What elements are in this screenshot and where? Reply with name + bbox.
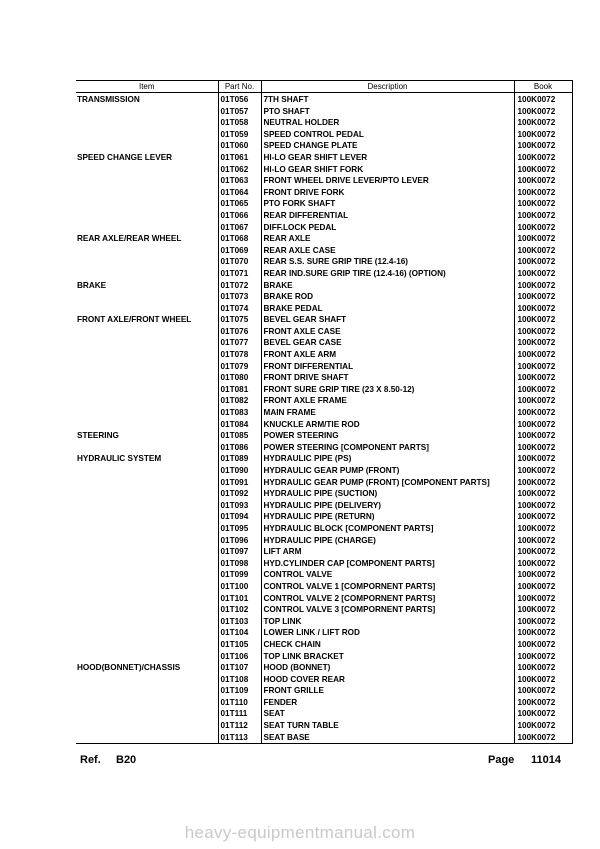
row-book: 100K0072 [514, 222, 572, 234]
row-description: HYDRAULIC PIPE (PS) [261, 453, 514, 465]
row-part-no: 01T077 [218, 337, 261, 349]
row-description: HOOD (BONNET) [261, 662, 514, 674]
row-description: LIFT ARM [261, 546, 514, 558]
table-row [76, 500, 572, 512]
row-part-no: 01T084 [218, 419, 261, 431]
row-description: HYDRAULIC GEAR PUMP (FRONT) [261, 465, 514, 477]
row-part-no: 01T091 [218, 477, 261, 489]
table-row [76, 430, 572, 442]
row-description: HYDRAULIC PIPE (RETURN) [261, 511, 514, 523]
row-description: FENDER [261, 697, 514, 709]
row-description: SPEED CONTROL PEDAL [261, 129, 514, 141]
row-part-no: 01T082 [218, 395, 261, 407]
row-description: BRAKE [261, 280, 514, 292]
row-description: FRONT AXLE FRAME [261, 395, 514, 407]
row-book: 100K0072 [514, 233, 572, 245]
row-part-no: 01T068 [218, 233, 261, 245]
row-book: 100K0072 [514, 314, 572, 326]
table-row [76, 651, 572, 663]
row-part-no: 01T065 [218, 198, 261, 210]
header-part-no: Part No. [218, 81, 261, 93]
row-part-no: 01T097 [218, 546, 261, 558]
row-description: HYDRAULIC PIPE (SUCTION) [261, 488, 514, 500]
table-row [76, 604, 572, 616]
table-row [76, 569, 572, 581]
row-description: LOWER LINK / LIFT ROD [261, 627, 514, 639]
table-row [76, 337, 572, 349]
table-row [76, 314, 572, 326]
row-part-no: 01T078 [218, 349, 261, 361]
table-row [76, 639, 572, 651]
page-footer [76, 754, 572, 770]
row-description: POWER STEERING [261, 430, 514, 442]
row-item [76, 616, 218, 628]
table-row [76, 268, 572, 280]
table-row [76, 372, 572, 384]
row-item [76, 361, 218, 373]
row-description: HYDRAULIC GEAR PUMP (FRONT) [COMPONENT PARTS] [261, 477, 514, 489]
row-item [76, 187, 218, 199]
row-book: 100K0072 [514, 326, 572, 338]
table-row [76, 535, 572, 547]
row-item [76, 198, 218, 210]
row-description: HYDRAULIC PIPE (DELIVERY) [261, 500, 514, 512]
row-item [76, 732, 218, 744]
row-part-no: 01T098 [218, 558, 261, 570]
table-row [76, 407, 572, 419]
table-row [76, 511, 572, 523]
table-row [76, 152, 572, 164]
row-description: FRONT DRIVE SHAFT [261, 372, 514, 384]
row-book: 100K0072 [514, 500, 572, 512]
row-book: 100K0072 [514, 361, 572, 373]
table-row [76, 465, 572, 477]
row-description: PTO SHAFT [261, 106, 514, 118]
row-book: 100K0072 [514, 708, 572, 720]
row-description: CONTROL VALVE 3 [COMPORNENT PARTS] [261, 604, 514, 616]
parts-table [76, 80, 573, 744]
row-description: FRONT SURE GRIP TIRE (23 X 8.50-12) [261, 384, 514, 396]
row-item: TRANSMISSION [77, 95, 140, 104]
row-item: FRONT AXLE/FRONT WHEEL [77, 315, 192, 325]
row-item [76, 395, 218, 407]
row-description: 7TH SHAFT [261, 93, 514, 106]
row-part-no: 01T069 [218, 245, 261, 257]
row-description: FRONT AXLE ARM [261, 349, 514, 361]
row-part-no: 01T110 [218, 697, 261, 709]
row-description: FRONT AXLE CASE [261, 326, 514, 338]
row-item [76, 164, 218, 176]
row-part-no: 01T086 [218, 442, 261, 454]
row-item [76, 291, 218, 303]
table-row [76, 395, 572, 407]
row-description: MAIN FRAME [261, 407, 514, 419]
row-book: 100K0072 [514, 268, 572, 280]
row-book: 100K0072 [514, 442, 572, 454]
table-row [76, 175, 572, 187]
row-book: 100K0072 [514, 569, 572, 581]
table-row [76, 349, 572, 361]
row-item [76, 685, 218, 697]
row-description: REAR S.S. SURE GRIP TIRE (12.4-16) [261, 256, 514, 268]
row-book: 100K0072 [514, 430, 572, 442]
row-part-no: 01T107 [218, 662, 261, 674]
row-item [76, 129, 218, 141]
row-item [76, 558, 218, 570]
row-book: 100K0072 [514, 93, 572, 106]
row-book: 100K0072 [514, 198, 572, 210]
row-description: CHECK CHAIN [261, 639, 514, 651]
row-item [76, 604, 218, 616]
row-part-no: 01T075 [218, 314, 261, 326]
row-book: 100K0072 [514, 558, 572, 570]
table-row [76, 720, 572, 732]
row-item [76, 674, 218, 686]
table-row [76, 477, 572, 489]
table-row [76, 558, 572, 570]
ref-value: B20 [116, 754, 137, 766]
row-item [76, 535, 218, 547]
table-row [76, 697, 572, 709]
row-item [76, 465, 218, 477]
table-header-row [76, 81, 572, 93]
row-description: FRONT GRILLE [261, 685, 514, 697]
page-number: 11014 [531, 754, 561, 766]
table-row [76, 453, 572, 465]
row-book: 100K0072 [514, 140, 572, 152]
header-description: Description [261, 81, 514, 93]
row-item: HYDRAULIC SYSTEM [77, 454, 162, 464]
row-part-no: 01T058 [218, 117, 261, 129]
row-book: 100K0072 [514, 685, 572, 697]
row-book: 100K0072 [514, 674, 572, 686]
table-row [76, 187, 572, 199]
row-book: 100K0072 [514, 384, 572, 396]
table-row [76, 291, 572, 303]
row-book: 100K0072 [514, 523, 572, 535]
row-item [76, 326, 218, 338]
row-description: HI-LO GEAR SHIFT LEVER [261, 152, 514, 164]
row-part-no: 01T108 [218, 674, 261, 686]
header-book: Book [514, 81, 572, 93]
row-part-no: 01T066 [218, 210, 261, 222]
table-row [76, 593, 572, 605]
row-part-no: 01T101 [218, 593, 261, 605]
row-item [76, 651, 218, 663]
row-description: SEAT [261, 708, 514, 720]
table-row [76, 233, 572, 245]
table-row [76, 129, 572, 141]
row-description: KNUCKLE ARM/TIE ROD [261, 419, 514, 431]
row-book: 100K0072 [514, 488, 572, 500]
row-part-no: 01T060 [218, 140, 261, 152]
table-body [76, 93, 572, 744]
row-part-no: 01T085 [218, 430, 261, 442]
row-part-no: 01T056 [218, 93, 261, 106]
row-book: 100K0072 [514, 175, 572, 187]
row-part-no: 01T092 [218, 488, 261, 500]
row-description: FRONT DIFFERENTIAL [261, 361, 514, 373]
row-book: 100K0072 [514, 697, 572, 709]
row-item [76, 720, 218, 732]
row-description: CONTROL VALVE [261, 569, 514, 581]
row-description: CONTROL VALVE 2 [COMPORNENT PARTS] [261, 593, 514, 605]
row-book: 100K0072 [514, 256, 572, 268]
row-part-no: 01T073 [218, 291, 261, 303]
parts-index-sheet [76, 80, 572, 744]
row-book: 100K0072 [514, 152, 572, 164]
row-description: TOP LINK BRACKET [261, 651, 514, 663]
row-description: REAR DIFFERENTIAL [261, 210, 514, 222]
row-description: BRAKE PEDAL [261, 303, 514, 315]
row-book: 100K0072 [514, 720, 572, 732]
table-row [76, 732, 572, 744]
row-part-no: 01T089 [218, 453, 261, 465]
row-book: 100K0072 [514, 395, 572, 407]
table-row [76, 685, 572, 697]
row-item [76, 639, 218, 651]
row-part-no: 01T063 [218, 175, 261, 187]
row-description: PTO FORK SHAFT [261, 198, 514, 210]
row-book: 100K0072 [514, 117, 572, 129]
table-row [76, 303, 572, 315]
row-part-no: 01T072 [218, 280, 261, 292]
row-part-no: 01T064 [218, 187, 261, 199]
row-part-no: 01T095 [218, 523, 261, 535]
row-description: HOOD COVER REAR [261, 674, 514, 686]
row-part-no: 01T083 [218, 407, 261, 419]
table-row [76, 488, 572, 500]
row-item [76, 117, 218, 129]
row-book: 100K0072 [514, 581, 572, 593]
row-item [76, 372, 218, 384]
row-item [76, 546, 218, 558]
table-row [76, 384, 572, 396]
row-book: 100K0072 [514, 662, 572, 674]
row-book: 100K0072 [514, 477, 572, 489]
table-row [76, 627, 572, 639]
row-item [76, 488, 218, 500]
table-row [76, 210, 572, 222]
table-row [76, 708, 572, 720]
row-description: BEVEL GEAR SHAFT [261, 314, 514, 326]
table-row [76, 326, 572, 338]
row-description: REAR AXLE [261, 233, 514, 245]
table-row [76, 361, 572, 373]
row-part-no: 01T067 [218, 222, 261, 234]
row-description: FRONT WHEEL DRIVE LEVER/PTO LEVER [261, 175, 514, 187]
row-book: 100K0072 [514, 627, 572, 639]
row-book: 100K0072 [514, 651, 572, 663]
table-row [76, 546, 572, 558]
row-part-no: 01T103 [218, 616, 261, 628]
row-item: HOOD(BONNET)/CHASSIS [77, 663, 181, 673]
table-row [76, 93, 572, 106]
row-book: 100K0072 [514, 187, 572, 199]
table-row [76, 140, 572, 152]
row-description: NEUTRAL HOLDER [261, 117, 514, 129]
row-book: 100K0072 [514, 303, 572, 315]
row-item [76, 500, 218, 512]
row-description: DIFF.LOCK PEDAL [261, 222, 514, 234]
row-item [76, 523, 218, 535]
table-row [76, 222, 572, 234]
row-item [76, 222, 218, 234]
page-label: Page [488, 754, 515, 766]
row-description: HYD.CYLINDER CAP [COMPONENT PARTS] [261, 558, 514, 570]
row-book: 100K0072 [514, 164, 572, 176]
row-item [76, 407, 218, 419]
row-book: 100K0072 [514, 546, 572, 558]
row-part-no: 01T109 [218, 685, 261, 697]
row-part-no: 01T057 [218, 106, 261, 118]
row-item: STEERING [77, 431, 119, 441]
row-item [76, 210, 218, 222]
row-item [76, 697, 218, 709]
row-book: 100K0072 [514, 465, 572, 477]
row-book: 100K0072 [514, 639, 572, 651]
row-item [76, 337, 218, 349]
row-book: 100K0072 [514, 593, 572, 605]
row-item: REAR AXLE/REAR WHEEL [77, 234, 182, 244]
row-part-no: 01T113 [218, 732, 261, 744]
row-part-no: 01T081 [218, 384, 261, 396]
row-description: CONTROL VALVE 1 [COMPORNENT PARTS] [261, 581, 514, 593]
row-description: BEVEL GEAR CASE [261, 337, 514, 349]
row-part-no: 01T105 [218, 639, 261, 651]
row-book: 100K0072 [514, 337, 572, 349]
table-row [76, 523, 572, 535]
watermark: heavy-equipmentmanual.com [184, 823, 416, 842]
table-row [76, 106, 572, 118]
table-row [76, 164, 572, 176]
row-item [76, 569, 218, 581]
table-row [76, 581, 572, 593]
row-book: 100K0072 [514, 106, 572, 118]
row-part-no: 01T111 [218, 708, 261, 720]
row-description: SEAT TURN TABLE [261, 720, 514, 732]
row-item: BRAKE [77, 280, 107, 290]
table-row [76, 616, 572, 628]
row-part-no: 01T112 [218, 720, 261, 732]
table-row [76, 280, 572, 292]
row-description: TOP LINK [261, 616, 514, 628]
row-book: 100K0072 [514, 453, 572, 465]
row-part-no: 01T096 [218, 535, 261, 547]
table-row [76, 117, 572, 129]
header-item: Item [76, 81, 218, 93]
row-part-no: 01T080 [218, 372, 261, 384]
row-item [76, 581, 218, 593]
row-item [76, 511, 218, 523]
row-item [76, 384, 218, 396]
row-part-no: 01T074 [218, 303, 261, 315]
row-description: SEAT BASE [261, 732, 514, 744]
row-part-no: 01T062 [218, 164, 261, 176]
row-part-no: 01T094 [218, 511, 261, 523]
row-item [76, 303, 218, 315]
row-item [76, 268, 218, 280]
row-item [76, 419, 218, 431]
row-book: 100K0072 [514, 129, 572, 141]
row-item [76, 627, 218, 639]
row-book: 100K0072 [514, 372, 572, 384]
row-description: REAR AXLE CASE [261, 245, 514, 257]
ref-label: Ref. [80, 754, 101, 766]
table-row [76, 245, 572, 257]
row-description: POWER STEERING [COMPONENT PARTS] [261, 442, 514, 454]
table-row [76, 674, 572, 686]
row-book: 100K0072 [514, 210, 572, 222]
row-item [76, 477, 218, 489]
row-description: FRONT DRIVE FORK [261, 187, 514, 199]
row-part-no: 01T106 [218, 651, 261, 663]
table-row [76, 662, 572, 674]
row-book: 100K0072 [514, 511, 572, 523]
row-book: 100K0072 [514, 280, 572, 292]
row-item [76, 175, 218, 187]
row-part-no: 01T104 [218, 627, 261, 639]
row-book: 100K0072 [514, 616, 572, 628]
row-item: SPEED CHANGE LEVER [77, 152, 173, 162]
row-item [76, 140, 218, 152]
row-description: HYDRAULIC BLOCK [COMPONENT PARTS] [261, 523, 514, 535]
row-description: BRAKE ROD [261, 291, 514, 303]
row-part-no: 01T090 [218, 465, 261, 477]
row-description: REAR IND.SURE GRIP TIRE (12.4-16) (OPTION) [261, 268, 514, 280]
row-part-no: 01T059 [218, 129, 261, 141]
row-part-no: 01T093 [218, 500, 261, 512]
row-book: 100K0072 [514, 245, 572, 257]
row-part-no: 01T061 [218, 152, 261, 164]
row-part-no: 01T102 [218, 604, 261, 616]
row-book: 100K0072 [514, 349, 572, 361]
row-item [76, 106, 218, 118]
row-book: 100K0072 [514, 291, 572, 303]
row-item [76, 593, 218, 605]
row-part-no: 01T079 [218, 361, 261, 373]
row-description: SPEED CHANGE PLATE [261, 140, 514, 152]
row-part-no: 01T070 [218, 256, 261, 268]
table-row [76, 198, 572, 210]
row-book: 100K0072 [514, 604, 572, 616]
table-row [76, 442, 572, 454]
row-item [76, 349, 218, 361]
row-book: 100K0072 [514, 407, 572, 419]
row-description: HI-LO GEAR SHIFT FORK [261, 164, 514, 176]
row-item [76, 256, 218, 268]
table-row [76, 419, 572, 431]
row-part-no: 01T071 [218, 268, 261, 280]
row-part-no: 01T076 [218, 326, 261, 338]
row-part-no: 01T099 [218, 569, 261, 581]
row-part-no: 01T100 [218, 581, 261, 593]
row-description: HYDRAULIC PIPE (CHARGE) [261, 535, 514, 547]
row-book: 100K0072 [514, 732, 572, 744]
row-item [76, 708, 218, 720]
row-book: 100K0072 [514, 419, 572, 431]
row-item [76, 442, 218, 454]
row-book: 100K0072 [514, 535, 572, 547]
table-row [76, 256, 572, 268]
row-item [76, 245, 218, 257]
